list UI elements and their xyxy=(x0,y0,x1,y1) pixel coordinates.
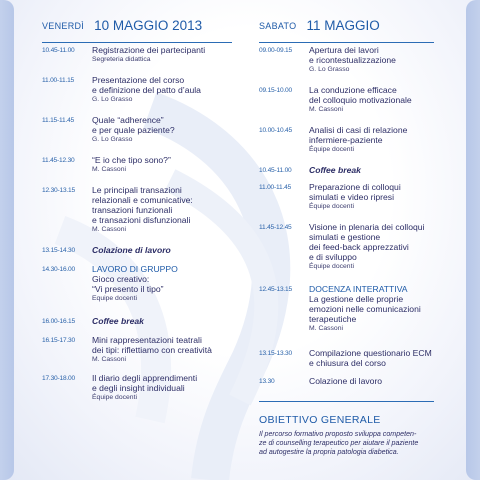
header-rule xyxy=(42,42,232,43)
session-title: Preparazione di colloqui xyxy=(309,182,401,192)
session-text xyxy=(309,125,407,155)
time-slot: 11.45-12.30 xyxy=(42,157,75,164)
session-speaker: M. Cassoni xyxy=(92,356,126,363)
session-text xyxy=(92,185,193,235)
time-slot: 10.00-10.45 xyxy=(259,127,292,134)
session-text xyxy=(92,45,205,65)
session-speaker: Équipe docenti xyxy=(92,394,137,401)
session-title: Le principali transazioni xyxy=(92,185,182,195)
session-speaker: M. Cassoni xyxy=(92,226,126,233)
day-name: VENERDÌ xyxy=(42,20,85,31)
session-title: e degli insight individuali xyxy=(92,383,185,393)
session-title: Analisi di casi di relazione xyxy=(309,125,408,135)
session-title: e definizione del patto d’aula xyxy=(92,85,201,95)
time-slot: 16.00-16.15 xyxy=(42,318,75,325)
session-text xyxy=(92,373,197,403)
day-date: 10 MAGGIO 2013 xyxy=(94,18,203,34)
objective-line: ze di counselling terapeutico per aiutare il paziente xyxy=(259,439,419,448)
time-slot: 13.30 xyxy=(259,378,275,385)
session-title: e transazioni disfunzionali xyxy=(92,215,191,225)
session-title: emozioni nelle comunicazioni xyxy=(309,304,421,314)
session-title: e di sviluppo xyxy=(309,252,357,262)
session-title: La conduzione efficace xyxy=(309,85,397,95)
session-speaker: M. Cassoni xyxy=(92,166,126,173)
session-title: Compilazione questionario ECM xyxy=(309,348,432,358)
session-title: LAVORO DI GRUPPO xyxy=(92,264,178,274)
session-title: Il diario degli apprendimenti xyxy=(92,373,198,383)
session-title: e ricontestualizzazione xyxy=(309,55,396,65)
session-title: Presentazione del corso xyxy=(92,75,185,85)
session-title: infermiere-paziente xyxy=(309,135,383,145)
time-slot: 10.45-11.00 xyxy=(42,47,75,54)
time-slot: 13.15-13.30 xyxy=(259,350,292,357)
time-slot: 09.15-10.00 xyxy=(259,87,292,94)
time-slot: 17.30-18.00 xyxy=(42,375,75,382)
session-title: Mini rappresentazioni teatrali xyxy=(92,335,202,345)
session-speaker: M. Cassoni xyxy=(309,106,343,113)
session-text xyxy=(309,182,401,212)
time-slot: 12.45-13.15 xyxy=(259,286,292,293)
session-title: e per quale paziente? xyxy=(92,125,175,135)
session-speaker: G. Lo Grasso xyxy=(92,96,133,103)
session-title: Coffee break xyxy=(92,316,144,326)
time-slot: 14.30-16.00 xyxy=(42,266,75,273)
time-slot: 10.45-11.00 xyxy=(259,167,292,174)
session-text xyxy=(309,85,412,115)
objective-text xyxy=(259,430,439,458)
session-title: Colazione di lavoro xyxy=(92,245,171,255)
session-text xyxy=(309,222,424,272)
session-title: “E io che tipo sono?” xyxy=(92,155,171,165)
day-date: 11 MAGGIO xyxy=(306,18,380,34)
objective-rule xyxy=(259,401,434,402)
session-title: Quale “adherence” xyxy=(92,115,164,125)
session-speaker: G. Lo Grasso xyxy=(309,66,350,73)
session-text xyxy=(92,316,144,326)
header-rule xyxy=(259,42,434,43)
session-text xyxy=(92,155,171,175)
session-speaker: G. Lo Grasso xyxy=(92,136,133,143)
session-speaker: Segreteria didattica xyxy=(92,56,151,63)
session-text xyxy=(309,45,396,75)
session-text xyxy=(92,264,178,304)
time-slot: 11.00-11.15 xyxy=(42,77,75,84)
session-title: Registrazione dei partecipanti xyxy=(92,45,206,55)
session-speaker: Equipe docenti xyxy=(92,295,137,302)
time-slot: 13.15-14.30 xyxy=(42,247,75,254)
session-title: “Vi presento il tipo” xyxy=(92,284,164,294)
objective-line: ad autogestire la propria patologia diabetica. xyxy=(259,448,399,457)
session-text xyxy=(92,115,175,145)
session-text xyxy=(92,245,171,255)
objective-line: Il percorso formativo proposto sviluppa competen- xyxy=(259,430,417,438)
session-title: relazionali e comunicative: xyxy=(92,195,193,205)
session-text xyxy=(92,75,201,105)
session-text xyxy=(92,335,212,365)
session-title: simulati e video ripresi xyxy=(309,192,395,202)
session-title: e chiusura del corso xyxy=(309,358,386,368)
session-speaker: Équipe docenti xyxy=(309,203,354,210)
session-title: La gestione delle proprie xyxy=(309,294,404,304)
session-title: terapeutiche xyxy=(309,314,357,324)
friday-header xyxy=(42,17,202,41)
time-slot: 11.15-11.45 xyxy=(42,117,75,124)
saturday-header xyxy=(259,17,380,41)
session-text xyxy=(309,348,432,368)
session-title: simulati e gestione xyxy=(309,232,381,242)
session-title: del colloquio motivazionale xyxy=(309,95,412,105)
session-speaker: Équipe docenti xyxy=(309,146,354,153)
session-title: DOCENZA INTERATTIVA xyxy=(309,284,408,294)
time-slot: 11.00-11.45 xyxy=(259,184,292,191)
session-title: Visione in plenaria dei colloqui xyxy=(309,222,425,232)
session-text xyxy=(309,284,421,334)
session-title: Colazione di lavoro xyxy=(309,376,383,386)
session-title: Gioco creativo: xyxy=(92,274,150,284)
objective-title: OBIETTIVO GENERALE xyxy=(259,414,381,426)
session-title: transazioni funzionali xyxy=(92,205,173,215)
session-speaker: Équipe docenti xyxy=(309,263,354,270)
session-title: dei feed-back apprezzativi xyxy=(309,242,409,252)
day-name: SABATO xyxy=(259,20,297,31)
session-title: Apertura dei lavori xyxy=(309,45,379,55)
time-slot: 11.45-12.45 xyxy=(259,224,292,231)
session-speaker: M. Cassoni xyxy=(309,325,343,332)
time-slot: 16.15-17.30 xyxy=(42,337,75,344)
time-slot: 12.30-13.15 xyxy=(42,187,75,194)
session-text xyxy=(309,376,382,386)
time-slot: 09.00-09.15 xyxy=(259,47,292,54)
session-title: dei tipi: riflettiamo con creatività xyxy=(92,345,212,355)
session-text xyxy=(309,165,361,175)
session-title: Coffee break xyxy=(309,165,361,175)
